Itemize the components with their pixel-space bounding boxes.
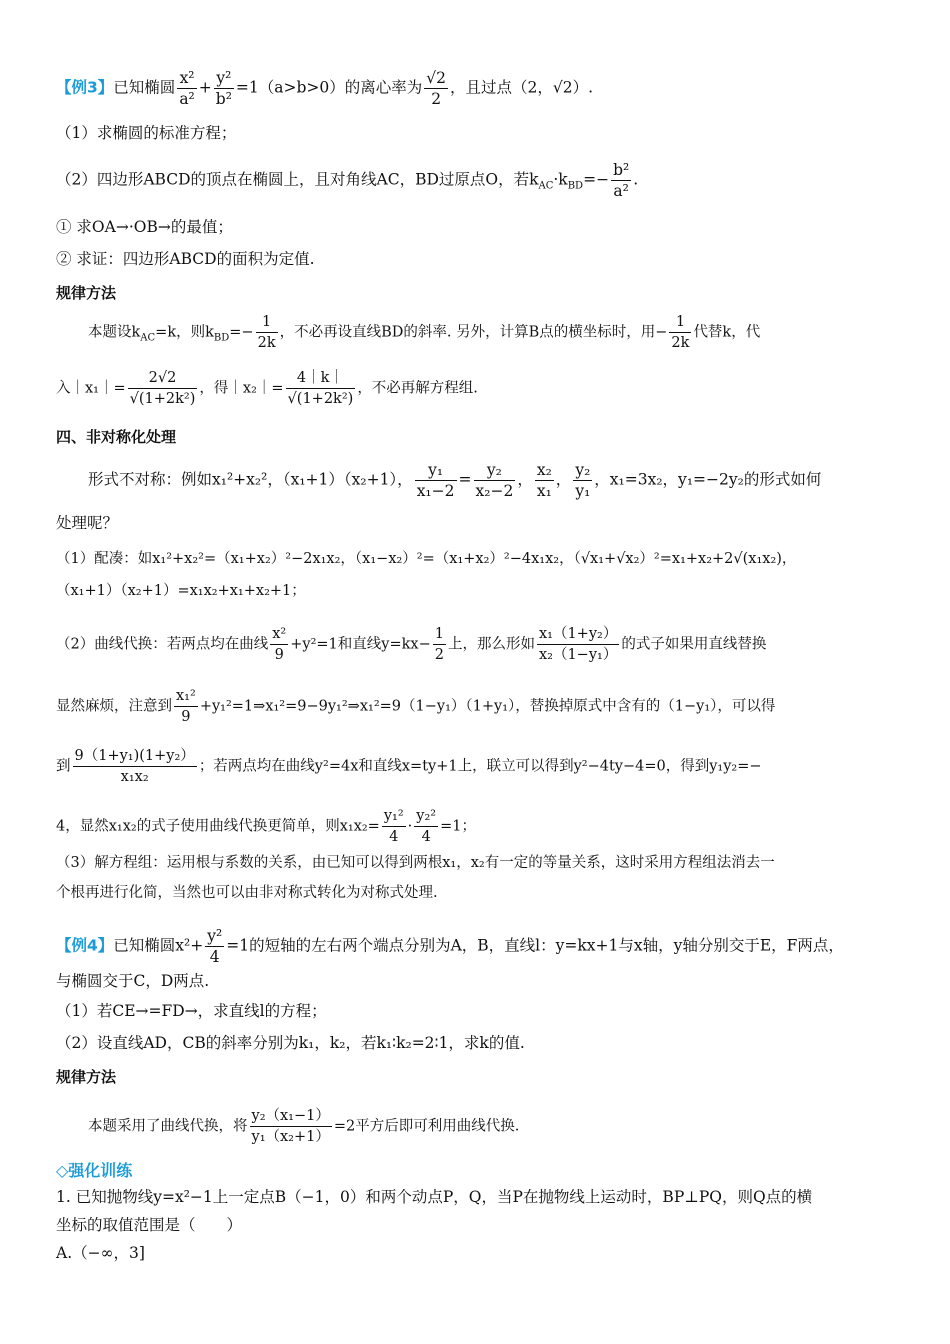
example3-tag: 【例3】 — [56, 78, 114, 97]
fraction: $\frac{\text{y₁}}{\text{x₁−2}}$ — [416, 461, 455, 500]
section4-paragraph-end: 处理呢？ — [56, 514, 119, 532]
example4-stem: 【例4】已知椭圆x²+ $\frac{\text{y²}}{4}$ =1的短轴的左右两个端点分别为A，B，直线l：y=kx+1与x轴，y轴分别交于E，F两点， — [56, 927, 844, 966]
equation-system-line2: 个根再进行化简，当然也可以由非对称式转化为对称式处理. — [56, 885, 438, 901]
fraction: $\frac{\text{x₁（1+y₂）}}{\text{x₂（1−y₁）}}$ — [538, 626, 618, 663]
example3-question1: （1）求椭圆的标准方程； — [56, 124, 237, 142]
fraction: $\frac{1}{2k}$ — [257, 314, 276, 351]
training-question1-line1: 1. 已知抛物线y=x²−1上一定点B（−1，0）和两个动点P，Q，当P在抛物线上运动时，BP⊥PQ，则Q点的横 — [56, 1188, 813, 1206]
fraction: $\frac{\text{y₂（x₁−1）}}{\text{y₁（x₂+1）}}$ — [251, 1108, 330, 1145]
fraction: $\frac{2√2}{\text{√(1+2k²)}}$ — [129, 370, 196, 407]
fraction: $\frac{\text{b²}}{\text{a²}}$ — [613, 161, 630, 200]
fraction: $\frac{\text{y₂²}}{4}$ — [416, 808, 437, 845]
fraction: $\frac{\text{x₂}}{\text{x₁}}$ — [536, 461, 552, 500]
example3-stem: 【例3】已知椭圆 $\frac{\text{x²}}{\text{a²}}$ + $\frac{\text{y²}}{\text{b²}}$ =1（a>b>0）的离心率为 $\frac{√2}{2}$ ，且过点（2，√2）. — [56, 69, 594, 108]
training-section-title: ◇强化训练 — [56, 1161, 133, 1180]
curve-substitution-line3: 到 $\frac{\text{9（1+y₁)(1+y₂）}}{\text{x₁x₂}}$ ；若两点均在曲线y²=4x和直线x=ty+1上，联立可以得到y²−4ty−4=0，得到y₁y₂=− — [56, 748, 762, 785]
curve-substitution-line4: 4，显然x₁x₂的式子使用曲线代换更简单，则x₁x₂= $\frac{\text{y₁²}}{4}$ · $\frac{\text{y₂²}}{4}$ =1； — [56, 808, 476, 845]
curve-substitution-line2: 显然麻烦，注意到 $\frac{\text{x₁²}}{9}$ +y₁²=1⇒x₁²=9−9y₁²⇒x₁²=9（1−y₁）（1+y₁），替换掉原式中含有的（1−y₁），可以得 — [56, 688, 776, 725]
fraction: $\frac{\text{x²}}{\text{a²}}$ — [179, 69, 195, 108]
method-completing-line2: （x₁+1）（x₂+1）=x₁x₂+x₁+x₂+1； — [56, 583, 306, 599]
fraction: $\frac{\text{y₁²}}{4}$ — [383, 808, 404, 845]
method2-line1: 本题采用了曲线代换，将 $\frac{\text{y₂（x₁−1）}}{\text{y₁（x₂+1）}}$ =2平方后即可利用曲线代换. — [88, 1108, 520, 1145]
equation-system-line1: （3）解方程组：运用根与系数的关系，由已知可以得到两根x₁，x₂有一定的等量关系，这时采用方程组法消去一 — [56, 855, 775, 871]
example4-tag: 【例4】 — [56, 936, 114, 955]
fraction: $\frac{\text{y²}}{4}$ — [207, 927, 223, 966]
eccentricity-fraction: $\frac{√2}{2}$ — [426, 69, 447, 108]
curve-substitution-line1: （2）曲线代换：若两点均在曲线 $\frac{\text{x²}}{9}$ +y²=1和直线y=kx− $\frac{1}{2}$ 上，那么形如 $\frac{\text{x₁（1+y₂）}}{\text{x₂（1−y₁）}}$ 的式子如果用直线替换 — [56, 626, 767, 663]
method1-line2: 入｜x₁｜= $\frac{2√2}{\text{√(1+2k²)}}$ ，得｜x₂｜= $\frac{4|k|}{\text{√(1+2k²)}}$ ，不必再解方程组. — [56, 370, 478, 407]
section4-paragraph: 形式不对称：例如x₁²+x₂²，（x₁+1）（x₂+1）， $\frac{\text{y₁}}{\text{x₁−2}}$ = $\frac{\text{y₂}}{\text{x₂−2}}$ ， $\frac{\text{x₂}}{\text{x₁}}$ ， $\frac{\text{y₂}}{\text{y₁}}$ ，x₁=3x₂，y₁=−2y₂的形式如何 — [88, 461, 822, 500]
training-option-a: A.（−∞，3] — [56, 1244, 145, 1262]
fraction: $\frac{\text{9（1+y₁)(1+y₂）}}{\text{x₁x₂}}$ — [74, 748, 195, 785]
fraction: $\frac{1}{2}$ — [434, 626, 444, 663]
fraction: $\frac{4|k|}{\text{√(1+2k²)}}$ — [287, 370, 354, 407]
example4-stem-end: 与椭圆交于C，D两点. — [56, 972, 210, 990]
fraction: $\frac{\text{x₁²}}{9}$ — [176, 688, 196, 725]
example3-question2-part1: ① 求OA→·OB→的最值； — [56, 218, 233, 236]
method-completing-line1: （1）配凑：如x₁²+x₂²=（x₁+x₂）²−2x₁x₂，（x₁−x₂）²=（x₁+x₂）²−4x₁x₂，（√x₁+√x₂）²=x₁+x₂+2√(x₁x₂)， — [56, 551, 797, 567]
method-title: 规律方法 — [56, 284, 117, 302]
fraction: $\frac{\text{y₂}}{\text{x₂−2}}$ — [475, 461, 514, 500]
fraction: $\frac{1}{2k}$ — [671, 314, 690, 351]
method-title: 规律方法 — [56, 1068, 117, 1086]
example3-question2-part2: ② 求证：四边形ABCD的面积为定值. — [56, 250, 315, 268]
fraction: $\frac{\text{y²}}{\text{b²}}$ — [215, 69, 232, 108]
example4-question1: （1）若CE→=FD→，求直线l的方程； — [56, 1002, 327, 1020]
method1-line1: 本题设$k_{AC}=k$，则$k_{BD}=-$ $\frac{1}{2k}$ ，不必再设直线BD的斜率. 另外，计算B点的横坐标时，用− $\frac{1}{2k}$ 代替k，代 — [88, 314, 761, 351]
example4-question2: （2）设直线AD，CB的斜率分别为k₁，k₂，若k₁∶k₂=2∶1，求k的值. — [56, 1034, 525, 1052]
training-question1-line2: 坐标的取值范围是（ ） — [56, 1216, 243, 1234]
fraction: $\frac{\text{y₂}}{\text{y₁}}$ — [575, 461, 591, 500]
fraction: $\frac{\text{x²}}{9}$ — [272, 626, 287, 663]
example3-question2: （2）四边形ABCD的顶点在椭圆上，且对角线AC，BD过原点O，若$k_{AC}\cdot k_{BD}=-$ $\frac{\text{b²}}{\text{a²}}$ . — [56, 161, 639, 200]
section4-title: 四、非对称化处理 — [56, 428, 177, 446]
